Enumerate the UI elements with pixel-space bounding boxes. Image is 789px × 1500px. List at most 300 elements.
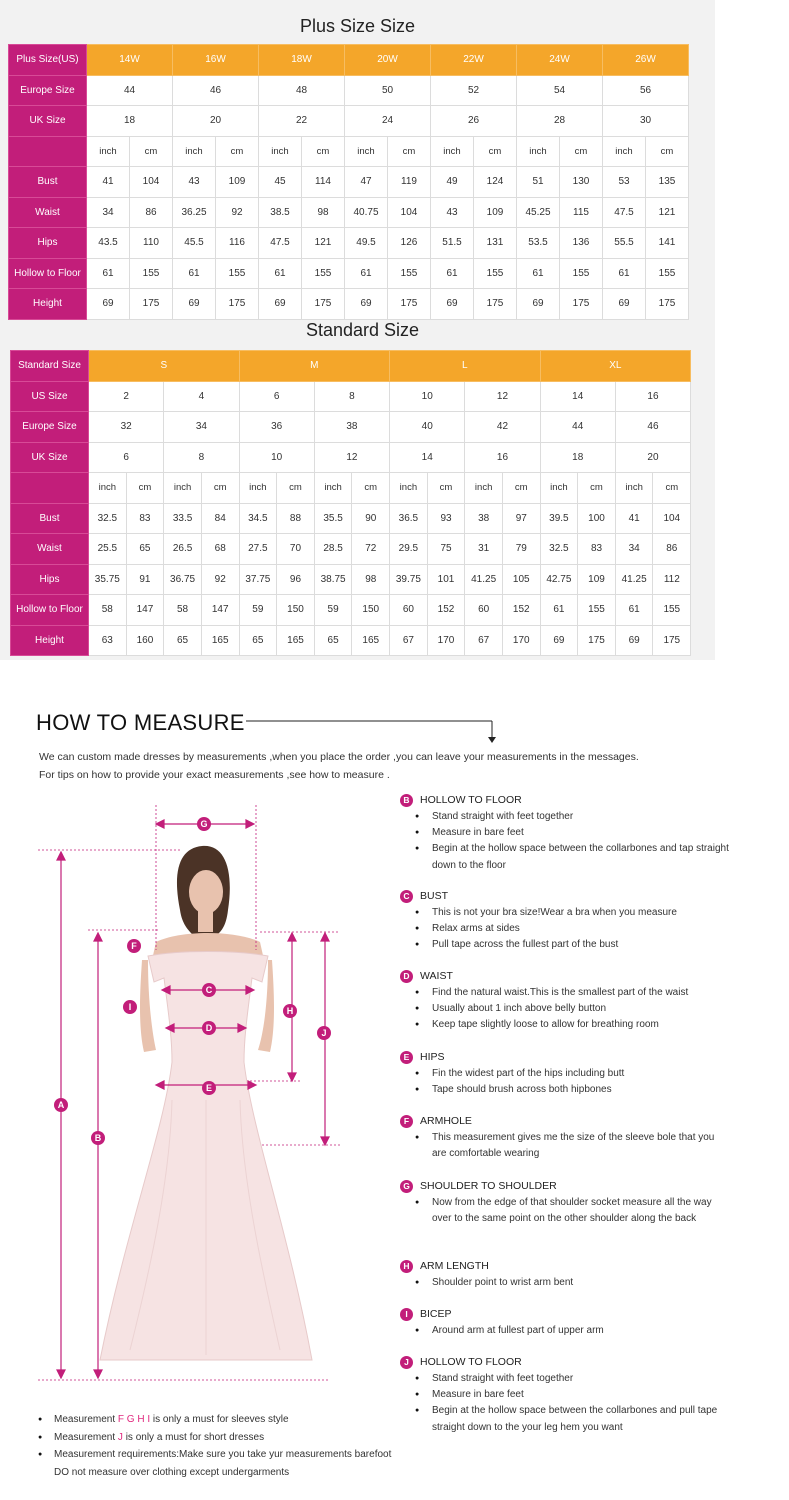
measure-cell: 124 [474,167,517,198]
unit-cm: cm [560,136,603,167]
measure-cell: 35.75 [89,564,127,595]
marker-c: C [205,985,213,995]
measure-cell: 69 [173,289,216,320]
europe-cell: 46 [173,75,259,106]
measure-label: Hollow to Floor [9,258,87,289]
measure-cell: 69 [603,289,646,320]
guide-waist [400,969,730,1034]
measure-cell: 34.5 [239,503,277,534]
guide-item: ● Measure in bare feet [415,825,730,841]
measure-cell: 69 [540,625,578,656]
measure-cell: 155 [560,258,603,289]
marker-i: I [128,1002,132,1012]
measure-cell: 49 [431,167,474,198]
measure-cell: 98 [302,197,345,228]
measure-cell: 36.5 [390,503,428,534]
guide-hips [400,1050,730,1098]
us-cell: 8 [314,381,389,412]
guide-item: ● Around arm at fullest part of upper arm [415,1323,730,1339]
uk-cell: 6 [89,442,164,473]
marker-e: E [205,1083,213,1093]
measure-cell: 58 [89,595,127,626]
guide-heading [400,793,730,807]
measure-cell: 51.5 [431,228,474,259]
europe-label: Europe Size [11,412,89,443]
measure-row [11,625,691,656]
europe-cell: 32 [89,412,164,443]
guide-heading [400,1259,730,1273]
measure-cell: 109 [216,167,259,198]
unit-inch: inch [431,136,474,167]
intro-line-2: For tips on how to provide your exact measurements ,see how to measure . [39,769,390,781]
measure-cell: 45 [259,167,302,198]
unit-cm: cm [277,473,315,504]
measure-cell: 155 [578,595,616,626]
measure-cell: 65 [314,625,352,656]
measure-cell: 155 [216,258,259,289]
unit-cm: cm [130,136,173,167]
measure-cell: 155 [646,258,689,289]
measure-cell: 68 [201,534,239,565]
letter-badge-icon: H [400,1260,413,1273]
guide-title: WAIST [420,970,453,982]
measure-cell: 25.5 [89,534,127,565]
measure-cell: 83 [578,534,616,565]
measure-cell: 43.5 [87,228,130,259]
guide-item: ● Stand straight with feet together [415,809,730,825]
measure-label: Height [11,625,89,656]
guide-heading [400,1355,730,1369]
measure-cell: 31 [465,534,503,565]
measure-cell: 39.5 [540,503,578,534]
unit-cm: cm [474,136,517,167]
measure-cell: 109 [474,197,517,228]
measure-cell: 83 [126,503,164,534]
guide-armhole [400,1114,730,1162]
measure-cell: 72 [352,534,390,565]
guide-item: ● Now from the edge of that shoulder socket measure all the way over to the same point on the other shoulder along the back [415,1195,730,1227]
guide-title: BICEP [420,1308,452,1320]
measure-cell: 92 [216,197,259,228]
measure-cell: 100 [578,503,616,534]
unit-inch: inch [345,136,388,167]
measure-cell: 61 [259,258,302,289]
letter-badge-icon: F [400,1115,413,1128]
measure-cell: 175 [216,289,259,320]
measure-cell: 75 [427,534,465,565]
unit-inch: inch [540,473,578,504]
measure-cell: 141 [646,228,689,259]
unit-label-blank [9,136,87,167]
measure-cell: 69 [87,289,130,320]
measure-cell: 34 [615,534,653,565]
guide-item: ● Begin at the hollow space between the collarbones and pull tape straight down to the your leg hem you want [415,1403,730,1435]
us-label: US Size [11,381,89,412]
unit-cm: cm [201,473,239,504]
measure-cell: 155 [388,258,431,289]
europe-cell: 46 [615,412,690,443]
europe-cell: 38 [314,412,389,443]
guide-item: ● Shoulder point to wrist arm bent [415,1275,730,1291]
uk-row [9,106,689,137]
measure-cell: 131 [474,228,517,259]
guide-title: BUST [420,890,449,902]
measure-cell: 39.75 [390,564,428,595]
measure-cell: 112 [653,564,691,595]
guide-arm-length [400,1259,730,1291]
unit-row [11,473,691,504]
measure-cell: 47.5 [259,228,302,259]
measure-cell: 175 [388,289,431,320]
measure-cell: 55.5 [603,228,646,259]
measure-cell: 65 [164,625,202,656]
measure-cell: 175 [653,625,691,656]
measure-cell: 155 [474,258,517,289]
europe-cell: 36 [239,412,314,443]
measure-cell: 27.5 [239,534,277,565]
measure-cell: 96 [277,564,315,595]
measure-cell: 165 [201,625,239,656]
size-header-cell: 22W [431,45,517,76]
measure-cell: 135 [646,167,689,198]
unit-cm: cm [126,473,164,504]
measure-cell: 121 [302,228,345,259]
measure-cell: 41 [87,167,130,198]
measure-cell: 59 [239,595,277,626]
guide-title: HOLLOW TO FLOOR [420,794,522,806]
guide-heading [400,969,730,983]
measure-cell: 90 [352,503,390,534]
unit-inch: inch [314,473,352,504]
letter-badge-icon: B [400,794,413,807]
measure-row [9,289,689,320]
size-header-cell: 16W [173,45,259,76]
measure-cell: 61 [540,595,578,626]
measure-cell: 41 [615,503,653,534]
guide-bust [400,889,730,954]
marker-j: J [321,1028,327,1038]
uk-cell: 18 [540,442,615,473]
measure-label: Waist [11,534,89,565]
measure-cell: 119 [388,167,431,198]
measure-cell: 34 [87,197,130,228]
measure-cell: 152 [427,595,465,626]
uk-label: UK Size [11,442,89,473]
europe-cell: 56 [603,75,689,106]
unit-cm: cm [427,473,465,504]
marker-f: F [131,941,137,951]
measure-row [9,167,689,198]
size-header-cell: 14W [87,45,173,76]
measure-cell: 53.5 [517,228,560,259]
guide-title: ARM LENGTH [420,1260,489,1272]
guide-item: ● This measurement gives me the size of the sleeve bole that you are comfortable wearing [415,1130,730,1162]
measure-cell: 61 [173,258,216,289]
measure-cell: 61 [345,258,388,289]
size-header-cell: M [239,351,390,382]
guide-bicep [400,1307,730,1339]
size-header-label: Plus Size(US) [9,45,87,76]
measure-cell: 43 [173,167,216,198]
europe-cell: 52 [431,75,517,106]
measure-notes [38,1411,398,1481]
guide-item: ● Keep tape slightly loose to allow for breathing room [415,1017,730,1033]
unit-inch: inch [239,473,277,504]
measure-cell: 175 [130,289,173,320]
measure-cell: 92 [201,564,239,595]
unit-inch: inch [87,136,130,167]
measure-row [9,228,689,259]
measure-cell: 61 [603,258,646,289]
measure-row [9,197,689,228]
measure-cell: 29.5 [390,534,428,565]
measure-label: Bust [9,167,87,198]
note-requirements: ● Measurement requirements:Make sure you take yur measurements barefoot DO not measure over clothing except undergarments [38,1446,398,1481]
size-header-row [11,351,691,382]
measure-row [11,534,691,565]
marker-a: A [57,1100,65,1110]
measure-cell: 88 [277,503,315,534]
measure-cell: 69 [615,625,653,656]
europe-cell: 48 [259,75,345,106]
guide-title: HIPS [420,1051,445,1063]
unit-inch: inch [89,473,127,504]
measure-cell: 32.5 [540,534,578,565]
size-header-label: Standard Size [11,351,89,382]
measure-label: Hollow to Floor [11,595,89,626]
uk-cell: 8 [164,442,239,473]
us-cell: 16 [615,381,690,412]
measure-cell: 121 [646,197,689,228]
us-cell: 10 [390,381,465,412]
plus-size-title: Plus Size Size [299,16,416,36]
measure-cell: 53 [603,167,646,198]
measure-cell: 147 [201,595,239,626]
measure-cell: 175 [578,625,616,656]
measure-cell: 150 [352,595,390,626]
measure-cell: 38.75 [314,564,352,595]
measure-cell: 47 [345,167,388,198]
guide-hollow-to-floor [400,793,730,874]
size-header-cell: L [390,351,541,382]
letter-badge-icon: E [400,1051,413,1064]
uk-cell: 20 [615,442,690,473]
measure-cell: 160 [126,625,164,656]
measure-cell: 84 [201,503,239,534]
guide-item: ● This is not your bra size!Wear a bra when you measure [415,905,730,921]
measure-cell: 41.25 [465,564,503,595]
us-cell: 2 [89,381,164,412]
us-cell: 6 [239,381,314,412]
measure-cell: 165 [277,625,315,656]
measure-cell: 61 [431,258,474,289]
guide-title: HOLLOW TO FLOOR [420,1356,522,1368]
measure-cell: 61 [615,595,653,626]
uk-cell: 28 [517,106,603,137]
measure-cell: 79 [502,534,540,565]
marker-d: D [205,1023,213,1033]
unit-cm: cm [646,136,689,167]
measure-cell: 86 [653,534,691,565]
measure-cell: 26.5 [164,534,202,565]
measure-cell: 42.75 [540,564,578,595]
europe-cell: 34 [164,412,239,443]
measure-cell: 37.75 [239,564,277,595]
guide-item: ● Usually about 1 inch above belly button [415,1001,730,1017]
measure-cell: 86 [130,197,173,228]
guide-heading [400,1114,730,1128]
measure-cell: 91 [126,564,164,595]
measure-cell: 175 [302,289,345,320]
unit-inch: inch [615,473,653,504]
uk-cell: 22 [259,106,345,137]
europe-cell: 42 [465,412,540,443]
measure-cell: 38.5 [259,197,302,228]
measure-cell: 101 [427,564,465,595]
measure-cell: 147 [126,595,164,626]
guide-heading [400,1050,730,1064]
measure-cell: 65 [126,534,164,565]
measure-cell: 130 [560,167,603,198]
measure-cell: 58 [164,595,202,626]
us-row [11,381,691,412]
measure-cell: 38 [465,503,503,534]
measure-cell: 40.75 [345,197,388,228]
guide-heading [400,1179,730,1193]
unit-cm: cm [216,136,259,167]
measure-cell: 59 [314,595,352,626]
measure-cell: 60 [465,595,503,626]
measure-cell: 152 [502,595,540,626]
guide-heading [400,1307,730,1321]
guide-heading [400,889,730,903]
measure-row [11,595,691,626]
measure-cell: 104 [653,503,691,534]
measure-cell: 109 [578,564,616,595]
europe-cell: 44 [540,412,615,443]
unit-cm: cm [502,473,540,504]
standard-size-title: Standard Size [305,320,420,340]
size-header-cell: 20W [345,45,431,76]
note-sleeves: ● Measurement F G H I is only a must for sleeves style [38,1411,398,1429]
measure-label: Bust [11,503,89,534]
us-cell: 14 [540,381,615,412]
uk-cell: 30 [603,106,689,137]
size-header-row [9,45,689,76]
unit-cm: cm [302,136,345,167]
unit-inch: inch [517,136,560,167]
measure-cell: 110 [130,228,173,259]
uk-label: UK Size [9,106,87,137]
plus-size-table [8,44,689,320]
measure-cell: 98 [352,564,390,595]
measure-cell: 97 [502,503,540,534]
measure-cell: 104 [130,167,173,198]
measure-cell: 116 [216,228,259,259]
how-to-measure-title: HOW TO MEASURE [36,710,245,735]
uk-cell: 20 [173,106,259,137]
uk-cell: 12 [314,442,389,473]
size-header-cell: 26W [603,45,689,76]
size-header-cell: XL [540,351,691,382]
measure-cell: 61 [87,258,130,289]
measure-cell: 114 [302,167,345,198]
measure-cell: 61 [517,258,560,289]
measure-label: Hips [9,228,87,259]
measure-label: Height [9,289,87,320]
guide-item: ● Tape should brush across both hipbones [415,1082,730,1098]
measure-cell: 36.25 [173,197,216,228]
measure-label: Waist [9,197,87,228]
guide-item: ● Find the natural waist.This is the smallest part of the waist [415,985,730,1001]
measure-cell: 104 [388,197,431,228]
europe-cell: 40 [390,412,465,443]
uk-cell: 18 [87,106,173,137]
unit-cm: cm [578,473,616,504]
guide-shoulder-to-shoulder [400,1179,730,1227]
europe-cell: 54 [517,75,603,106]
measure-cell: 67 [465,625,503,656]
measure-cell: 51 [517,167,560,198]
uk-cell: 14 [390,442,465,473]
measure-row [11,564,691,595]
note-short-dresses: ● Measurement J is only a must for short dresses [38,1429,398,1447]
unit-row [9,136,689,167]
guide-item: ● Pull tape across the fullest part of the bust [415,937,730,953]
unit-inch: inch [173,136,216,167]
letter-badge-icon: D [400,970,413,983]
measure-cell: 175 [560,289,603,320]
europe-row [9,75,689,106]
measure-cell: 70 [277,534,315,565]
measure-cell: 155 [130,258,173,289]
us-cell: 4 [164,381,239,412]
measure-cell: 155 [302,258,345,289]
measure-cell: 165 [352,625,390,656]
unit-inch: inch [603,136,646,167]
uk-cell: 16 [465,442,540,473]
unit-inch: inch [164,473,202,504]
measure-cell: 69 [517,289,560,320]
guide-item: ● Relax arms at sides [415,921,730,937]
europe-cell: 50 [345,75,431,106]
size-header-cell: 24W [517,45,603,76]
measure-cell: 47.5 [603,197,646,228]
measure-cell: 41.25 [615,564,653,595]
measure-cell: 150 [277,595,315,626]
unit-cm: cm [388,136,431,167]
unit-cm: cm [352,473,390,504]
uk-cell: 10 [239,442,314,473]
measure-cell: 136 [560,228,603,259]
measure-cell: 28.5 [314,534,352,565]
measure-cell: 93 [427,503,465,534]
measure-cell: 36.75 [164,564,202,595]
unit-inch: inch [390,473,428,504]
measure-cell: 45.5 [173,228,216,259]
europe-cell: 44 [87,75,173,106]
title-arrow-icon [244,712,504,746]
measure-cell: 69 [259,289,302,320]
measure-cell: 170 [427,625,465,656]
unit-cm: cm [653,473,691,504]
europe-label: Europe Size [9,75,87,106]
measure-cell: 65 [239,625,277,656]
measure-row [11,503,691,534]
measure-cell: 45.25 [517,197,560,228]
size-header-cell: 18W [259,45,345,76]
uk-cell: 26 [431,106,517,137]
